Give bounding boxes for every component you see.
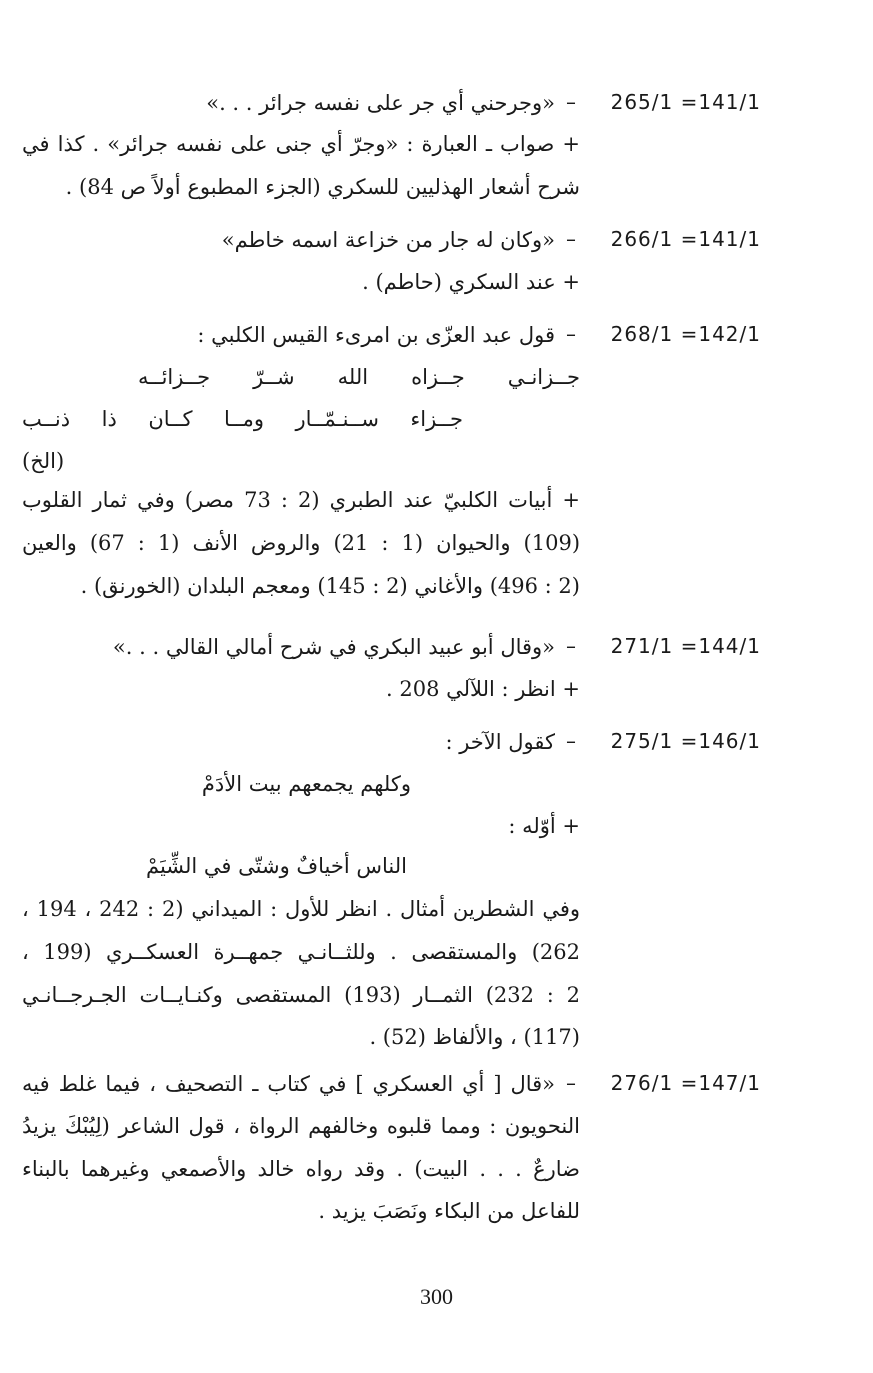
verse-line: وكلهم يجمعهم بيت الأدَمْ (201, 772, 411, 796)
entry-reference: 265/1 =141/1 (610, 90, 761, 114)
entry-line: شرح أشعار الهذليين للسكري (الجزء المطبوع أولاً ص 84) . (65, 175, 580, 199)
entry-line: «وجرحني أي جر على نفسه جرائر . . .» (206, 91, 555, 115)
entry-line: 262) والمستقصى . وللثــانـي جمهــرة العسكــري (199 ، (22, 940, 580, 964)
entry-line: (الخ) (22, 449, 65, 473)
entry-dash: – (566, 634, 576, 658)
entry-line: (117) ، والألفاظ (52) . (369, 1025, 580, 1049)
entry-line: «قال [ أي العسكري ] في كتاب ـ التصحيف ، فيما غلط فيه (22, 1072, 555, 1096)
entry-line: كقول الآخر : (445, 730, 555, 754)
entry-line: (2 : 496) والأغاني (2 : 145) ومعجم البلدان (الخورنق) . (80, 574, 580, 598)
entry-dash: – (566, 729, 576, 753)
page-number: 300 (420, 1284, 453, 1309)
verse-hemistich-1: جــزانـي جــزاه الله شــرّ جــزائــه (138, 365, 580, 389)
verse-hemistich-2: جــزاء ســنـمّــار ومــا كــان ذا ذنــب (22, 407, 463, 431)
entry-dash: – (566, 1071, 576, 1095)
entry-line: النحويون : ومما قلبوه وخالفهم الرواة ، قول الشاعر (لِيُبْكَ يزيدُ (22, 1114, 580, 1138)
entry-reference: 276/1 =147/1 (610, 1071, 761, 1095)
entry-reference: 271/1 =144/1 (610, 634, 761, 658)
entry-dash: – (566, 322, 576, 346)
entry-line: وفي الشطرين أمثال . انظر للأول : الميداني (2 : 242 ، 194 ، (22, 897, 580, 921)
entry-dash: – (566, 227, 576, 251)
entry-line: + أوّله : (508, 814, 580, 838)
entry-line: «وكان له جار من خزاعة اسمه خاطم» (221, 228, 555, 252)
entry-reference: 266/1 =141/1 (610, 227, 761, 251)
entry-reference: 275/1 =146/1 (610, 729, 761, 753)
entry-line: قول عبد العزّى بن امرىء القيس الكلبي : (197, 323, 555, 347)
entry-reference: 268/1 =142/1 (610, 322, 761, 346)
entry-line: + انظر : اللآلي 208 . (386, 677, 580, 701)
entry-line: + أبيات الكلبيّ عند الطبري (2 : 73 مصر) وفي ثمار القلوب (22, 488, 580, 512)
entry-line: (109) والحيوان (1 : 21) والروض الأنف (1 : 67) والعين (22, 531, 580, 555)
entry-line: للفاعل من البكاء ونَصَبَ يزيد . (318, 1199, 580, 1223)
entry-line: + صواب ـ العبارة : «وجرّ أي جنى على نفسه جرائر» . كذا في (22, 132, 580, 156)
entry-line: ضارعٌ . . . البيت) . وقد رواه خالد والأصمعي وغيرهما بالبناء (22, 1157, 580, 1181)
entry-line: 2 : 232) الثمــار (193) المستقصى وكنـايــات الجـرجــانـي (22, 983, 580, 1007)
entry-dash: – (566, 90, 576, 114)
verse-line: الناس أخيافٌ وشتّى في الشِّيَمْ (145, 854, 407, 878)
entry-line: + عند السكري (حاطم) . (362, 270, 580, 294)
entry-line: «وقال أبو عبيد البكري في شرح أمالي القالي . . .» (112, 635, 555, 659)
